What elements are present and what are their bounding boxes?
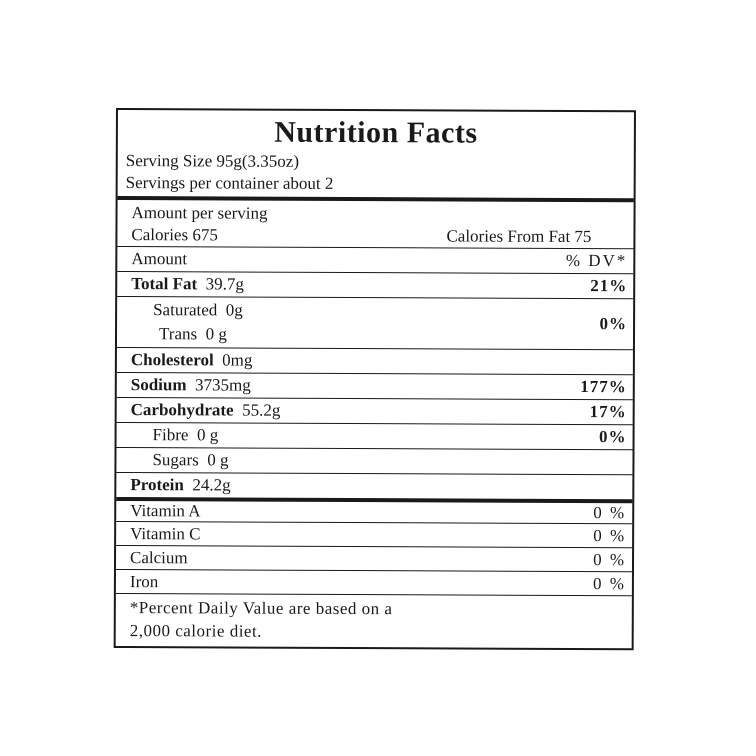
header-row [117,246,633,273]
servings-per-container: Servings per container about 2 [125,173,334,193]
nutrient-amount: 0 g [196,425,219,445]
nutrient-dv: 0 % [592,573,626,593]
total-fat-row [117,271,633,298]
nutrient-dv: 0% [599,427,627,447]
vitamin-a-row [116,497,632,523]
fibre-row [117,422,633,449]
nutrient-dv: 17% [589,402,627,422]
nutrient-name: Fibre [152,425,189,445]
nutrient-dv: 0 % [593,549,627,569]
nutrient-name: Iron [129,571,159,591]
nutrient-amount: 0 g [205,324,227,344]
vitamin-c-row [116,521,632,547]
amount-header: Amount [131,249,188,269]
nutrition-facts-label [114,108,636,650]
nutrient-name: Vitamin C [130,523,201,543]
amount-per-serving: Amount per serving [131,203,268,223]
sugars-row [116,447,632,474]
nutrient-dv: 0 % [593,503,627,523]
nutrient-dv: 0% [599,314,628,334]
carbohydrate-row [117,397,633,424]
footnote [116,593,632,648]
label-title: Nutrition Facts [274,115,478,150]
nutrient-dv: 21% [590,276,628,296]
nutrient-name: Vitamin A [130,501,201,521]
nutrient-name: Trans [158,324,198,344]
nutrient-amount: 55.2g [242,400,281,420]
nutrient-dv: 177% [580,377,627,397]
nutrient-name: Cholesterol [130,350,214,370]
cholesterol-row [117,347,633,374]
nutrient-name: Protein [130,475,184,495]
sodium-row [117,372,633,399]
calories-section [117,196,633,248]
nutrient-name: Carbohydrate [130,400,234,420]
dv-header: % DV* [565,250,628,271]
footnote-line: 2,000 calorie diet. [129,621,263,641]
nutrient-amount: 0 g [207,450,229,470]
nutrient-amount: 0g [225,300,243,320]
calcium-row [116,545,632,571]
nutrient-name: Total Fat [131,274,198,294]
nutrient-amount: 3735mg [195,375,251,395]
nutrient-amount: 39.7g [205,274,244,294]
footnote-line: *Percent Daily Value are based on a [129,598,393,619]
nutrient-amount: 24.2g [192,475,231,495]
calories-from-fat: Calories From Fat 75 [446,226,592,247]
nutrient-name: Sugars [152,450,199,470]
protein-row [116,472,632,499]
nutrient-dv: 0 % [593,525,627,545]
nutrient-name: Saturated [153,300,218,320]
nutrient-amount: 0mg [222,350,253,370]
serving-size: Serving Size 95g(3.35oz) [125,151,300,171]
nutrient-name: Calcium [129,547,188,567]
iron-row [116,569,632,595]
nutrient-name: Sodium [130,375,187,395]
calories: Calories 675 [131,225,218,245]
saturated-trans-row [117,296,633,349]
